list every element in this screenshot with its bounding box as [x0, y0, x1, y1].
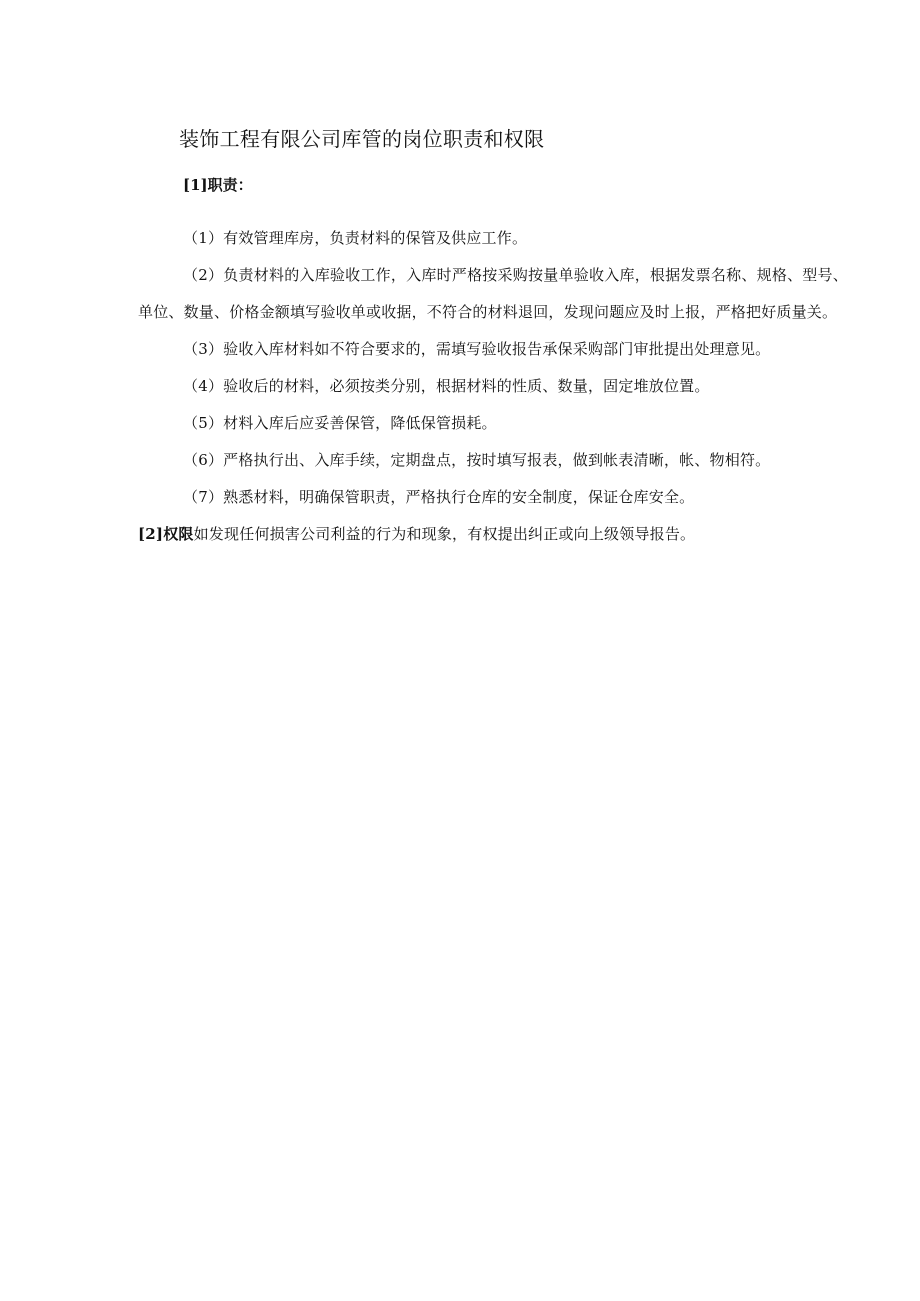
duty-item-1: （1）有效管理库房，负责材料的保管及供应工作。 — [183, 229, 528, 247]
document-body — [138, 220, 848, 553]
authority-text: 如发现任何损害公司利益的行为和现象，有权提出纠正或向上级领导报告。 — [193, 525, 696, 543]
duty-item-2: （2）负责材料的入库验收工作，入库时严格按采购按量单验收入库，根据发票名称、规格、型号、单位、数量、价格金额填写验收单或收据，不符合的材料退回，发现问题应及时上报，严格把好质量关。 — [138, 266, 848, 321]
duty-item-6: （6）严格执行出、入库手续，定期盘点，按时填写报表，做到帐表清晰，帐、物相符。 — [183, 451, 771, 469]
duty-item-3: （3）验收入库材料如不符合要求的，需填写验收报告承保采购部门审批提出处理意见。 — [183, 340, 771, 358]
document-title: 装饰工程有限公司库管的岗位职责和权限 — [179, 127, 545, 151]
duties-heading: [1]职责： — [183, 176, 253, 194]
authority-label: [2]权限 — [138, 525, 194, 543]
duty-item-4: （4）验收后的材料，必须按类分别，根据材料的性质、数量，固定堆放位置。 — [183, 377, 710, 395]
duty-item-5: （5）材料入库后应妥善保管，降低保管损耗。 — [183, 414, 497, 432]
duty-item-7: （7）熟悉材料，明确保管职责，严格执行仓库的安全制度，保证仓库安全。 — [183, 488, 695, 506]
authority-paragraph — [138, 516, 848, 553]
